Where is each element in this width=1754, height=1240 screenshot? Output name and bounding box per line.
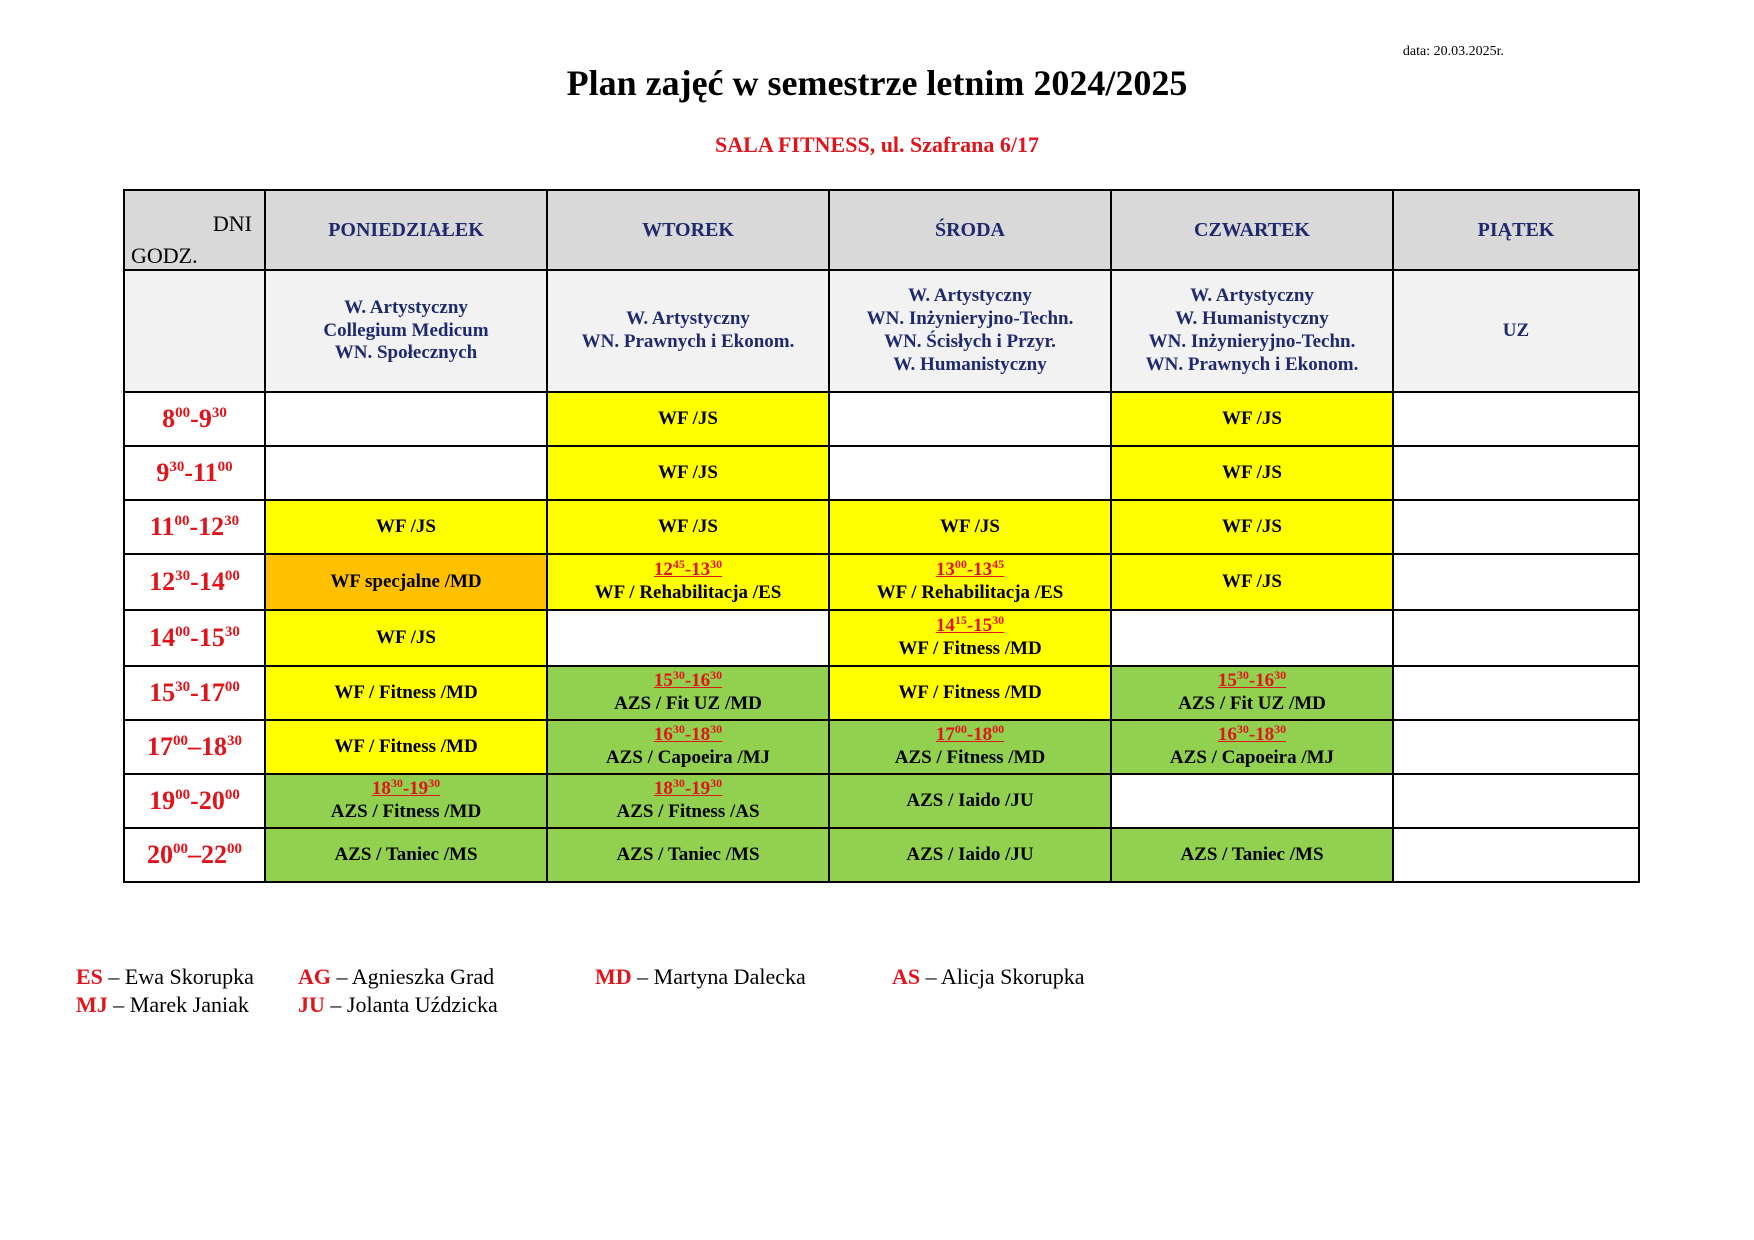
time-minutes: 30: [390, 776, 403, 791]
time-slot-label: [124, 828, 265, 882]
legend-name: – Agnieszka Grad: [331, 964, 495, 989]
time-slot-row: [124, 500, 1639, 554]
class-cell-tuesday: [547, 666, 829, 720]
class-cell-thursday: [1111, 610, 1393, 666]
time-hour: 17: [198, 678, 225, 708]
legend-abbr: AG: [298, 964, 331, 989]
class-label: WF / Rehabilitacja /ES: [876, 582, 1064, 603]
class-label: AZS / Iaido /JU: [906, 789, 1034, 811]
faculty-name: W. Artystyczny: [1190, 285, 1314, 307]
faculty-name: WN. Społecznych: [334, 342, 478, 364]
time-hour: 15: [198, 623, 225, 653]
time-hour: 15: [653, 670, 673, 692]
class-label: WF / Fitness /MD: [898, 638, 1042, 659]
class-label: AZS / Fitness /MD: [894, 747, 1046, 768]
time-slot-label: [124, 446, 265, 500]
class-label: AZS / Fitness /AS: [616, 801, 760, 822]
class-cell-monday: [265, 720, 547, 774]
class-label: WF / Fitness /MD: [898, 681, 1042, 703]
time-minutes: 30: [992, 613, 1005, 628]
class-label: WF /JS: [658, 407, 718, 429]
time-hour: 17: [147, 732, 173, 762]
class-cell-tuesday: [547, 392, 829, 446]
time-slot-row: [124, 720, 1639, 774]
class-cell-monday: [265, 554, 547, 610]
time-minutes: 00: [954, 722, 967, 737]
faculty-name: WN. Inżynieryjno-Techn.: [1148, 331, 1356, 352]
time-hour: 12: [198, 512, 225, 542]
time-minutes: 30: [710, 557, 723, 572]
faculties-cell-wednesday: [829, 270, 1111, 392]
class-label: AZS / Iaido /JU: [906, 843, 1034, 865]
time-hour: 16: [1217, 724, 1237, 746]
class-label: AZS / Capoeira /MJ: [605, 747, 771, 768]
class-cell-wednesday: [829, 392, 1111, 446]
time-slot-row: [124, 446, 1639, 500]
time-minutes: 30: [672, 722, 685, 737]
time-hour: 11: [193, 458, 218, 488]
time-slot-row: [124, 828, 1639, 882]
legend-name: – Martyna Dalecka: [631, 964, 806, 989]
time-slot-label: [124, 666, 265, 720]
class-label: AZS / Capoeira /MJ: [1169, 747, 1335, 768]
legend-abbr: MD: [595, 964, 632, 989]
class-cell-friday: [1393, 828, 1639, 882]
time-minutes: 00: [174, 513, 190, 530]
time-minutes: 30: [428, 776, 441, 791]
legend-item: [298, 992, 498, 1018]
class-time-range: $13^{00}-13^{45}$: [935, 557, 1005, 581]
class-label: AZS / Fitness /MD: [330, 801, 482, 822]
day-header-thursday: CZWARTEK: [1111, 190, 1393, 270]
time-minutes: 30: [710, 722, 723, 737]
time-hour: 8: [162, 404, 176, 434]
time-minutes: 00: [175, 405, 191, 422]
class-label: AZS / Fit UZ /MD: [1178, 693, 1326, 714]
class-cell-tuesday: [547, 610, 829, 666]
class-cell-tuesday: [547, 774, 829, 828]
time-slot-label: [124, 610, 265, 666]
time-hour: 16: [1255, 670, 1275, 692]
time-minutes: 30: [224, 513, 240, 530]
class-cell-wednesday: [829, 666, 1111, 720]
time-hour: 13: [935, 559, 955, 581]
class-time-range: $16^{30}-18^{30}$: [653, 722, 723, 746]
time-hour: 9: [198, 404, 212, 434]
legend-name: – Alicja Skorupka: [920, 964, 1085, 989]
legend-item: [76, 964, 254, 990]
class-cell-wednesday: [829, 774, 1111, 828]
class-cell-friday: [1393, 610, 1639, 666]
time-hour: 18: [201, 732, 227, 762]
class-cell-monday: [265, 828, 547, 882]
class-cell-thursday: [1111, 500, 1393, 554]
class-cell-thursday: [1111, 666, 1393, 720]
page-title: Plan zajęć w semestrze letnim 2024/2025: [566, 63, 1188, 103]
time-minutes: 30: [175, 568, 191, 585]
day-header-tuesday: WTOREK: [547, 190, 829, 270]
time-minutes: 30: [224, 624, 240, 641]
time-separator: -: [190, 678, 199, 708]
class-label: WF /JS: [1222, 570, 1282, 592]
corner-hours-label: GODZ.: [131, 243, 198, 268]
class-label: WF / Rehabilitacja /ES: [594, 582, 782, 603]
time-slot-row: [124, 666, 1639, 720]
class-cell-friday: [1393, 500, 1639, 554]
faculty-name: W. Humanistyczny: [893, 353, 1047, 375]
class-cell-thursday: [1111, 392, 1393, 446]
class-cell-wednesday: [829, 720, 1111, 774]
time-separator: -: [190, 623, 199, 653]
class-cell-wednesday: [829, 828, 1111, 882]
corner-cell: [124, 190, 265, 270]
time-minutes: 00: [173, 841, 188, 858]
time-hour: 18: [653, 778, 673, 800]
legend-name: – Marek Janiak: [107, 992, 249, 1017]
legend-abbr: ES: [76, 964, 103, 989]
time-minutes: 00: [227, 841, 242, 858]
class-cell-thursday: [1111, 828, 1393, 882]
time-minutes: 00: [224, 787, 240, 804]
time-hour: 16: [653, 724, 673, 746]
class-cell-tuesday: [547, 828, 829, 882]
time-separator: -: [190, 404, 199, 434]
page-subtitle: SALA FITNESS, ul. Szafrana 6/17: [715, 132, 1039, 157]
class-time-range: $15^{30}-16^{30}$: [1217, 668, 1287, 692]
time-slot-label: [124, 392, 265, 446]
class-cell-wednesday: [829, 554, 1111, 610]
faculties-cell-friday: [1393, 270, 1639, 392]
legend-item: [892, 964, 1085, 990]
time-hour: 20: [198, 786, 225, 816]
time-hour: 12: [653, 559, 673, 581]
time-hour: 19: [691, 778, 711, 800]
class-cell-tuesday: [547, 554, 829, 610]
class-label: AZS / Fit UZ /MD: [614, 693, 762, 714]
faculty-name: WN. Inżynieryjno-Techn.: [866, 308, 1074, 330]
class-cell-tuesday: [547, 446, 829, 500]
class-label: WF /JS: [658, 515, 718, 537]
time-hour: 12: [149, 567, 176, 597]
time-minutes: 00: [224, 568, 240, 585]
corner-days-label: DNI: [212, 211, 252, 236]
class-cell-wednesday: [829, 610, 1111, 666]
faculties-row-label: [124, 270, 265, 392]
faculty-name: Collegium Medicum: [323, 319, 489, 341]
time-minutes: 45: [672, 557, 685, 572]
time-minutes: 00: [992, 722, 1005, 737]
class-cell-monday: [265, 610, 547, 666]
time-separator: -: [189, 512, 199, 542]
time-minutes: 30: [175, 679, 191, 696]
faculty-name: W. Artystyczny: [908, 285, 1032, 307]
time-minutes: 45: [992, 557, 1005, 572]
class-cell-monday: [265, 392, 547, 446]
time-hour: 18: [973, 724, 993, 746]
class-cell-monday: [265, 666, 547, 720]
class-label: WF /JS: [940, 515, 1000, 537]
class-cell-tuesday: [547, 720, 829, 774]
days-header-row: [124, 190, 1639, 270]
legend-abbr: JU: [298, 992, 325, 1017]
time-hour: 19: [409, 778, 429, 800]
class-label: AZS / Taniec /MS: [616, 843, 760, 865]
class-cell-monday: [265, 774, 547, 828]
time-hour: 18: [691, 724, 711, 746]
time-hour: 9: [156, 458, 170, 488]
faculty-name: W. Artystyczny: [626, 308, 750, 330]
day-header-wednesday: ŚRODA: [829, 190, 1111, 270]
time-minutes: 00: [175, 787, 191, 804]
class-cell-thursday: [1111, 554, 1393, 610]
legend-name: – Ewa Skorupka: [102, 964, 254, 989]
time-minutes: 30: [211, 405, 227, 422]
time-separator: -: [184, 458, 194, 488]
legend-item: [595, 964, 806, 990]
class-cell-thursday: [1111, 774, 1393, 828]
time-minutes: 30: [672, 776, 685, 791]
class-cell-friday: [1393, 774, 1639, 828]
class-cell-monday: [265, 500, 547, 554]
day-header-friday: PIĄTEK: [1393, 190, 1639, 270]
legend-item: [76, 992, 249, 1018]
time-separator: -: [190, 786, 199, 816]
time-minutes: 30: [169, 459, 185, 476]
class-cell-friday: [1393, 720, 1639, 774]
faculty-name: UZ: [1502, 319, 1530, 341]
class-cell-friday: [1393, 446, 1639, 500]
class-label: WF /JS: [376, 515, 436, 537]
class-label: WF specjalne /MD: [330, 570, 482, 592]
time-minutes: 30: [672, 668, 685, 683]
class-label: WF / Fitness /MD: [334, 681, 478, 703]
class-time-range: $15^{30}-16^{30}$: [653, 668, 723, 692]
faculty-name: WN. Ścisłych i Przyr.: [884, 331, 1056, 352]
class-label: WF /JS: [1222, 407, 1282, 429]
legend-abbr: AS: [892, 964, 921, 989]
day-header-monday: PONIEDZIAŁEK: [265, 190, 547, 270]
time-hour: 18: [1255, 724, 1275, 746]
time-minutes: 00: [224, 679, 240, 696]
time-hour: 17: [935, 724, 955, 746]
time-minutes: 30: [710, 668, 723, 683]
time-minutes: 30: [227, 733, 242, 750]
time-minutes: 30: [710, 776, 723, 791]
faculties-cell-tuesday: [547, 270, 829, 392]
class-label: WF / Fitness /MD: [334, 735, 478, 757]
legend-abbr: MJ: [76, 992, 108, 1017]
time-hour: 19: [149, 786, 176, 816]
time-minutes: 00: [175, 624, 191, 641]
document-date: data: 20.03.2025r.: [1402, 44, 1504, 59]
legend-name: – Jolanta Uździcka: [324, 992, 498, 1017]
time-minutes: 00: [954, 557, 967, 572]
time-hour: 16: [691, 670, 711, 692]
class-label: WF /JS: [1222, 515, 1282, 537]
class-label: WF /JS: [1222, 461, 1282, 483]
time-hour: 14: [935, 615, 955, 637]
class-cell-tuesday: [547, 500, 829, 554]
class-cell-friday: [1393, 666, 1639, 720]
time-slot-label: [124, 554, 265, 610]
time-hour: 15: [1217, 670, 1237, 692]
faculties-row: [124, 270, 1639, 392]
class-cell-thursday: [1111, 720, 1393, 774]
class-label: AZS / Taniec /MS: [334, 843, 478, 865]
time-hour: 15: [149, 678, 176, 708]
class-cell-wednesday: [829, 500, 1111, 554]
time-slot-label: [124, 500, 265, 554]
faculties-cell-thursday: [1111, 270, 1393, 392]
class-cell-wednesday: [829, 446, 1111, 500]
time-minutes: 00: [217, 459, 233, 476]
time-minutes: 00: [173, 733, 188, 750]
class-label: WF /JS: [376, 626, 436, 648]
time-hour: 13: [973, 559, 993, 581]
class-cell-friday: [1393, 392, 1639, 446]
time-slot-row: [124, 610, 1639, 666]
class-time-range: $14^{15}-15^{30}$: [935, 613, 1005, 637]
class-time-range: $18^{30}-19^{30}$: [653, 776, 723, 800]
class-cell-monday: [265, 446, 547, 500]
class-cell-friday: [1393, 554, 1639, 610]
class-time-range: $18^{30}-19^{30}$: [371, 776, 441, 800]
faculty-name: W. Artystyczny: [344, 296, 468, 318]
time-hour: 18: [371, 778, 391, 800]
time-hour: 14: [149, 623, 176, 653]
time-separator: –: [188, 840, 201, 870]
class-label: AZS / Taniec /MS: [1180, 843, 1324, 865]
time-minutes: 30: [1236, 722, 1249, 737]
faculty-name: WN. Prawnych i Ekonom.: [1145, 353, 1359, 375]
class-cell-thursday: [1111, 446, 1393, 500]
time-slot-row: [124, 554, 1639, 610]
time-hour: 22: [201, 840, 227, 870]
time-hour: 11: [149, 512, 175, 542]
time-separator: –: [188, 732, 201, 762]
time-slot-row: [124, 392, 1639, 446]
schedule-table: [123, 189, 1640, 883]
time-minutes: 30: [1236, 668, 1249, 683]
faculty-name: W. Humanistyczny: [1175, 308, 1329, 330]
class-time-range: $12^{45}-13^{30}$: [653, 557, 723, 581]
time-slot-label: [124, 720, 265, 774]
time-hour: 15: [973, 615, 993, 637]
legend-item: [298, 964, 494, 990]
class-label: WF /JS: [658, 461, 718, 483]
time-slot-label: [124, 774, 265, 828]
time-minutes: 30: [1274, 722, 1287, 737]
faculties-cell-monday: [265, 270, 547, 392]
time-minutes: 15: [954, 613, 967, 628]
time-minutes: 30: [1274, 668, 1287, 683]
faculty-name: WN. Prawnych i Ekonom.: [581, 331, 795, 352]
time-hour: 13: [691, 559, 711, 581]
time-hour: 14: [198, 567, 225, 597]
time-separator: -: [190, 567, 199, 597]
class-time-range: $16^{30}-18^{30}$: [1217, 722, 1287, 746]
time-hour: 20: [147, 840, 173, 870]
class-time-range: $17^{00}-18^{00}$: [935, 722, 1005, 746]
time-slot-row: [124, 774, 1639, 828]
